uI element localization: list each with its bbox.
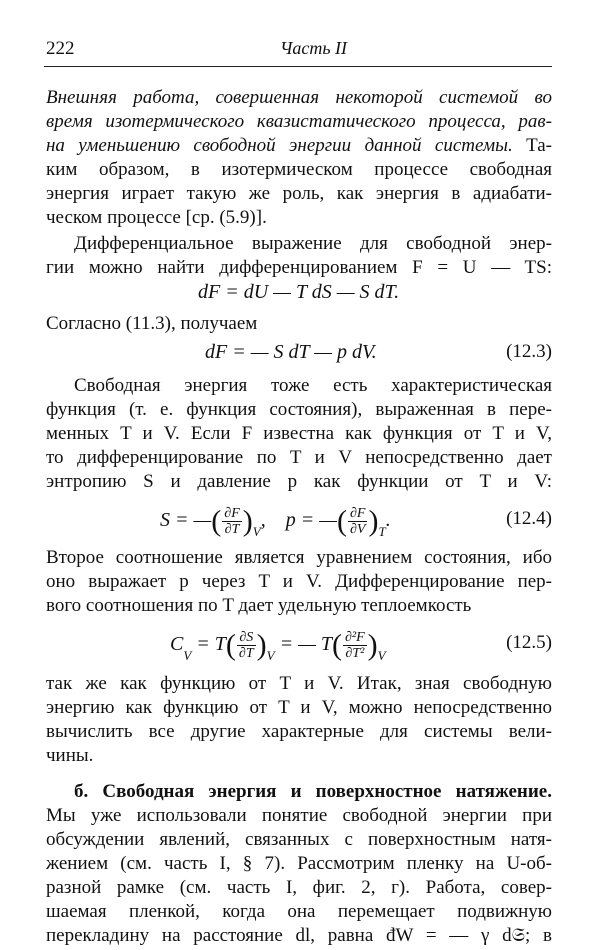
text-line: вого соотношения по T дает удельную теплоемкость xyxy=(46,595,472,616)
text-line: вычислить все другие характерные для системы вели- xyxy=(46,721,552,742)
running-title: Часть II xyxy=(279,38,348,58)
text-line: на уменьшению свободной энергии данной системы. Та- xyxy=(46,135,552,156)
text-line: энергию как функцию от T и V, можно непосредственно xyxy=(46,697,552,718)
text-line: функция (т. е. функция состояния), выраженная в пере- xyxy=(46,399,552,420)
text-line: перекладину на расстояние dl, равна đW = — γ d𝔖; в xyxy=(46,925,552,946)
text-line: менных T и V. Если F известна как функция от T и V, xyxy=(46,423,552,444)
equation-number: (12.3) xyxy=(506,341,552,362)
equation-number xyxy=(498,948,537,949)
text-line: ким образом, в изотермическом процессе свободная xyxy=(46,159,552,180)
header-rule xyxy=(44,66,552,67)
fraction: $\frac{\partial F}{\partial V}$ xyxy=(350,506,366,537)
text-line: так же как функцию от T и V. Итак, зная свободную xyxy=(46,673,552,694)
eq-text: S = — xyxy=(160,509,212,532)
fraction: $\frac{\partial S}{\partial T}$ xyxy=(238,630,254,661)
equation-12-3: dF = — S dT — p dV. xyxy=(205,341,377,363)
text-line: Внешняя работа, совершенная некоторой системой во xyxy=(46,87,552,108)
text-line: время изотермического квазистатического процесса, рав- xyxy=(46,111,552,132)
overflow-region xyxy=(46,948,552,949)
text-line: Согласно (11.3), получаем xyxy=(46,313,258,334)
text-line: обсуждении явлений, связанных с поверхностным натя- xyxy=(46,829,552,850)
text-line: чины. xyxy=(46,745,94,766)
text-line: Дифференциальное выражение для свободной энер- xyxy=(74,233,552,254)
text-line xyxy=(46,948,355,949)
text-line: гии можно найти дифференцированием F = U — TS: xyxy=(46,257,552,278)
text-line: Второе соотношение является уравнением состояния, ибо xyxy=(46,547,552,568)
equation-12-5: $C_V = T$( $\frac{\partial S}{\partial T}$ )$_V$ = — T( $\frac{\text{∂²F}}{\text{∂T²}}$ )$_V$ xyxy=(170,628,386,664)
section-heading: б. Свободная энергия и поверхностное натяжение. xyxy=(74,781,552,802)
text-line: энтропию S и давление p как функции от T и V: xyxy=(46,471,552,492)
equation-free-energy-differential: dF = dU — T dS — S dT. xyxy=(198,281,400,303)
text-line: жением (см. часть I, § 7). Рассмотрим пленку на U-об- xyxy=(46,853,552,874)
text-line: оно выражает p через T и V. Дифференцирование пер- xyxy=(46,571,552,592)
equation-number: (12.4) xyxy=(506,508,552,529)
fraction: $\frac{\text{∂²F}}{\text{∂T²}}$ xyxy=(345,630,365,661)
equation-12-4: S = —( $\frac{\partial F}{\partial T}$ )$_V$, p = —( $\frac{\partial F}{\partial V}$ )$_T$. xyxy=(160,504,391,540)
text-line: ческом процессе [ср. (5.9)]. xyxy=(46,207,267,228)
equation-number: (12.5) xyxy=(506,632,552,653)
text-line: шаемая пленкой, когда она перемещает подвижную xyxy=(46,901,552,922)
text-line: энергия играет такую же роль, как энергия в адиабати- xyxy=(46,183,552,204)
page-number: 222 xyxy=(46,38,75,59)
fraction: $\frac{\partial F}{\partial T}$ xyxy=(224,506,240,537)
equation-12-6 xyxy=(359,948,495,949)
text-line: Свободная энергия тоже есть характеристическая xyxy=(74,375,552,396)
text-line: Мы уже использовали понятие свободной энергии при xyxy=(46,805,552,826)
text-line: разной рамке (см. часть I, фиг. 2, г). Работа, совер- xyxy=(46,877,552,898)
text-line: то дифференцирование по T и V непосредственно дает xyxy=(46,447,552,468)
